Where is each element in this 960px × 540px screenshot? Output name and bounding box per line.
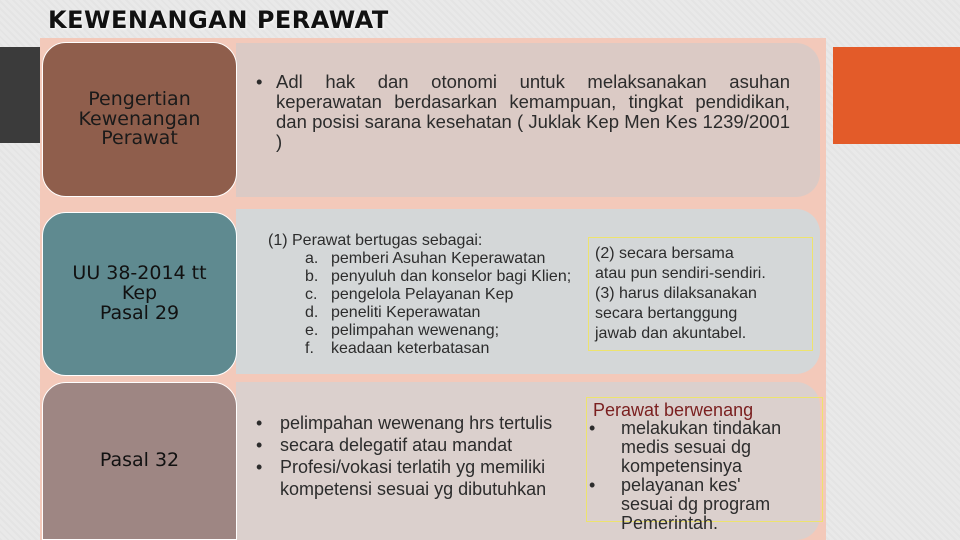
bullet: • [589,418,596,438]
list-item: a. pemberi Asuhan Keperawatan [305,250,546,267]
list-item: • Profesi/vokasi terlatih yg memiliki [256,457,546,477]
definition-text [256,72,790,152]
list-item: c. pengelola Pelayanan Kep [305,286,514,303]
dark-accent-bar [0,47,40,143]
note-line: atau pun sendiri-sendiri. [595,265,766,282]
list-item-continuation: kompetensi sesuai yg dibutuhkan [280,479,547,499]
label-line: Pasal 32 [99,449,180,472]
note-line: (3) harus dilaksanakan [595,285,757,302]
label-line: Pengertian [88,87,191,110]
authority-line: sesuai dg program [621,494,771,514]
authority-line: melakukan tindakan [621,418,782,438]
duties-list [268,232,571,358]
label-line: Kewenangan [78,107,201,130]
label-box-pengertian [42,42,237,197]
authority-heading: Perawat berwenang [593,400,754,420]
authority-box [586,397,823,533]
delegation-list [256,412,552,500]
list-item: • secara delegatif atau mandat [256,435,513,455]
list-item: d. peneliti Keperawatan [305,304,481,321]
label-line: Perawat [101,127,178,150]
list-item: • pelimpahan wewenang hrs tertulis [256,413,553,433]
slide-title: KEWENANGAN PERAWAT [48,6,389,34]
orange-accent-bar [833,47,960,144]
authority-line: Pemerintah. [621,513,719,533]
label-box-pasal-32 [42,382,237,540]
note-line: (2) secara bersama [595,245,734,262]
label-box-uu-38 [42,212,237,376]
definition-body: Adl hak dan otonomi untuk melaksanakan asuhan keperawatan berdasarkan kemampuan, tingkat pendidikan, dan posisi sarana kesehatan ( Juklak Kep Men Kes 1239/2001 ) [276,71,790,152]
label-line: UU 38-2014 tt [72,262,207,285]
duties-notes-box [588,237,813,351]
authority-line: medis sesuai dg [621,437,752,457]
label-line: Pasal 29 [99,301,180,324]
list-item: b. penyuluh dan konselor bagi Klien; [305,268,572,285]
list-item: f. keadaan keterbatasan [305,340,490,357]
authority-line: kompetensinya [621,456,743,476]
authority-line: pelayanan kes' [621,475,741,495]
bullet: • [589,475,596,495]
note-line: secara bertanggung [595,305,738,322]
list-item: e. pelimpahan wewenang; [305,322,500,339]
label-line: Kep [121,282,158,305]
bullet: • [256,71,263,92]
note-line: jawab dan akuntabel. [595,325,747,342]
duties-intro: (1) Perawat bertugas sebagai: [268,232,483,249]
